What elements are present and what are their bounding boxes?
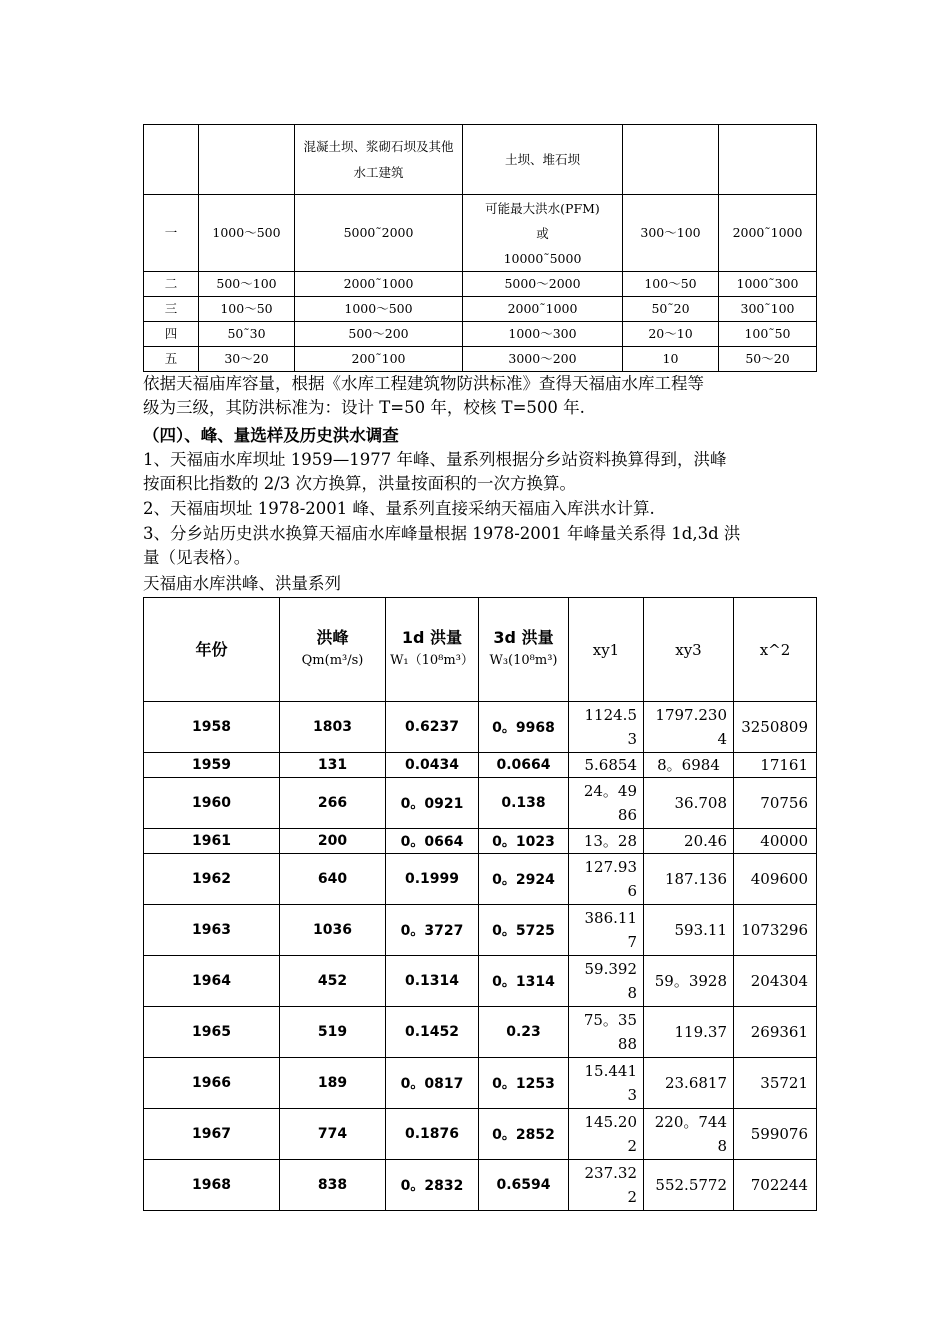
header-w3-unit: W₃(10⁸m³) xyxy=(489,653,558,668)
xy3-cell: 1797.2304 xyxy=(644,702,734,753)
x2-cell: 40000 xyxy=(734,829,817,854)
x2-cell: 599076 xyxy=(734,1109,817,1160)
xy1-cell: 59.3928 xyxy=(569,956,644,1007)
w1-cell: 0.1999 xyxy=(386,854,479,905)
table-cell: 100～50 xyxy=(199,297,295,322)
table-cell: 5000～2000 xyxy=(463,272,623,297)
table-row xyxy=(144,854,817,905)
table-row xyxy=(144,1160,817,1211)
w3-cell: 0。1023 xyxy=(479,829,569,854)
xy1-cell: 127.936 xyxy=(569,854,644,905)
xy1-cell: 237.322 xyxy=(569,1160,644,1211)
year-cell: 1964 xyxy=(144,956,280,1007)
peak-cell: 266 xyxy=(280,778,386,829)
year-cell: 1961 xyxy=(144,829,280,854)
xy3-cell: 23.6817 xyxy=(644,1058,734,1109)
header-cell xyxy=(623,125,719,195)
header-peak xyxy=(280,598,386,702)
paragraph-item-3 xyxy=(143,522,823,570)
text-line: 3、分乡站历史洪水换算天福庙水库峰量根据 1978-2001 年峰量关系得 1d,3d 洪 xyxy=(143,524,741,543)
pfm-line: 或 xyxy=(536,225,549,241)
table-cell: 2000˜1000 xyxy=(463,297,623,322)
w1-cell: 0。3727 xyxy=(386,905,479,956)
peak-cell: 200 xyxy=(280,829,386,854)
header-xy1: xy1 xyxy=(569,598,644,702)
xy3-cell: 593.11 xyxy=(644,905,734,956)
w3-cell: 0。2924 xyxy=(479,854,569,905)
x2-cell: 3250809 xyxy=(734,702,817,753)
header-w1-label: 1d 洪量 xyxy=(401,628,463,647)
table-cell: 1000～500 xyxy=(199,195,295,272)
table-row xyxy=(144,956,817,1007)
peak-cell: 189 xyxy=(280,1058,386,1109)
table-caption: 天福庙水库洪峰、洪量系列 xyxy=(143,574,341,593)
table-cell: 50˜30 xyxy=(199,322,295,347)
text-line: 按面积比指数的 2/3 次方换算，洪量按面积的一次方换算。 xyxy=(143,474,577,493)
x2-cell: 1073296 xyxy=(734,905,817,956)
table-cell: 100˜50 xyxy=(719,322,817,347)
table-row xyxy=(144,1007,817,1058)
xy1-cell: 1124.53 xyxy=(569,702,644,753)
header-peak-label: 洪峰 xyxy=(316,628,349,647)
xy3-cell: 20.46 xyxy=(644,829,734,854)
table-row xyxy=(144,297,817,322)
table-cell: 500～200 xyxy=(295,322,463,347)
peak-cell: 131 xyxy=(280,753,386,778)
header-cell xyxy=(199,125,295,195)
pfm-cell xyxy=(463,195,623,272)
pfm-line: 10000˜5000 xyxy=(503,250,582,266)
xy3-cell: 59。3928 xyxy=(644,956,734,1007)
w3-cell: 0。1314 xyxy=(479,956,569,1007)
w3-cell: 0.0664 xyxy=(479,753,569,778)
w1-cell: 0。0664 xyxy=(386,829,479,854)
pfm-line: 可能最大洪水(PFM) xyxy=(485,200,600,216)
xy1-cell: 75。3588 xyxy=(569,1007,644,1058)
w3-cell: 0。9968 xyxy=(479,702,569,753)
w1-cell: 0。0921 xyxy=(386,778,479,829)
xy3-cell: 36.708 xyxy=(644,778,734,829)
text-line: 依据天福庙库容量，根据《水库工程建筑物防洪标准》查得天福庙水库工程等 xyxy=(143,374,704,393)
header-cell xyxy=(719,125,817,195)
x2-cell: 70756 xyxy=(734,778,817,829)
year-cell: 1968 xyxy=(144,1160,280,1211)
w1-cell: 0.6237 xyxy=(386,702,479,753)
paragraph-item-1 xyxy=(143,448,823,496)
text-line: 1、天福庙水库坝址 1959—1977 年峰、量系列根据分乡站资料换算得到，洪峰 xyxy=(143,450,727,469)
w1-cell: 0.1452 xyxy=(386,1007,479,1058)
header-year: 年份 xyxy=(144,598,280,702)
xy1-cell: 5.6854 xyxy=(569,753,644,778)
header-w1 xyxy=(386,598,479,702)
table-row xyxy=(144,753,817,778)
table-cell: 10 xyxy=(623,347,719,372)
year-cell: 1965 xyxy=(144,1007,280,1058)
table-cell: 1000～500 xyxy=(295,297,463,322)
table-cell: 5000˜2000 xyxy=(295,195,463,272)
header-cell-concrete-dam: 混凝土坝、浆砌石坝及其他水工建筑 xyxy=(295,125,463,195)
paragraph-flood-standard xyxy=(143,372,823,420)
section-title: （四）、峰、量选样及历史洪水调查 xyxy=(143,426,399,445)
table-cell: 300˜100 xyxy=(719,297,817,322)
table-cell: 300～100 xyxy=(623,195,719,272)
table-row xyxy=(144,322,817,347)
w1-cell: 0.0434 xyxy=(386,753,479,778)
grade-cell: 五 xyxy=(144,347,199,372)
table-header-row xyxy=(144,598,817,702)
grade-cell: 三 xyxy=(144,297,199,322)
text-line: 级为三级，其防洪标准为：设计 T=50 年，校核 T=500 年. xyxy=(143,398,585,417)
year-cell: 1960 xyxy=(144,778,280,829)
peak-cell: 1036 xyxy=(280,905,386,956)
w1-cell: 0.1876 xyxy=(386,1109,479,1160)
header-cell xyxy=(144,125,199,195)
table-cell: 2000˜1000 xyxy=(295,272,463,297)
header-w3-label: 3d 洪量 xyxy=(493,628,554,647)
table-row xyxy=(144,829,817,854)
year-cell: 1958 xyxy=(144,702,280,753)
w1-cell: 0.1314 xyxy=(386,956,479,1007)
w3-cell: 0。2852 xyxy=(479,1109,569,1160)
flood-standard-table xyxy=(143,124,817,372)
x2-cell: 17161 xyxy=(734,753,817,778)
year-cell: 1967 xyxy=(144,1109,280,1160)
header-xy3: xy3 xyxy=(644,598,734,702)
peak-cell: 452 xyxy=(280,956,386,1007)
text-line: 量（见表格）。 xyxy=(143,548,251,567)
flood-series-table xyxy=(143,597,817,1211)
xy3-cell: 552.5772 xyxy=(644,1160,734,1211)
xy1-cell: 24。4986 xyxy=(569,778,644,829)
w3-cell: 0.138 xyxy=(479,778,569,829)
table-row xyxy=(144,905,817,956)
year-cell: 1963 xyxy=(144,905,280,956)
header-x2: x^2 xyxy=(734,598,817,702)
table-header-row xyxy=(144,125,817,195)
grade-cell: 四 xyxy=(144,322,199,347)
table-cell: 20～10 xyxy=(623,322,719,347)
x2-cell: 702244 xyxy=(734,1160,817,1211)
xy1-cell: 15.4413 xyxy=(569,1058,644,1109)
table-cell: 30～20 xyxy=(199,347,295,372)
flood-table-body xyxy=(144,702,817,1211)
year-cell: 1962 xyxy=(144,854,280,905)
x2-cell: 204304 xyxy=(734,956,817,1007)
paragraph-item-2: 2、天福庙坝址 1978-2001 峰、量系列直接采纳天福庙入库洪水计算. xyxy=(143,499,655,518)
w3-cell: 0.6594 xyxy=(479,1160,569,1211)
w3-cell: 0.23 xyxy=(479,1007,569,1058)
table-row xyxy=(144,1109,817,1160)
table-cell: 50˜20 xyxy=(623,297,719,322)
xy3-cell: 220。7448 xyxy=(644,1109,734,1160)
xy1-cell: 145.202 xyxy=(569,1109,644,1160)
table-row xyxy=(144,347,817,372)
header-w1-unit: W₁（10⁸m³） xyxy=(390,653,474,668)
w3-cell: 0。1253 xyxy=(479,1058,569,1109)
header-peak-unit: Qm(m³/s) xyxy=(301,653,364,668)
peak-cell: 774 xyxy=(280,1109,386,1160)
peak-cell: 640 xyxy=(280,854,386,905)
table-cell: 50～20 xyxy=(719,347,817,372)
year-cell: 1959 xyxy=(144,753,280,778)
table-cell: 2000˜1000 xyxy=(719,195,817,272)
grade-cell: 一 xyxy=(144,195,199,272)
table-row xyxy=(144,195,817,272)
table-cell: 500～100 xyxy=(199,272,295,297)
x2-cell: 269361 xyxy=(734,1007,817,1058)
table-row xyxy=(144,702,817,753)
table-row xyxy=(144,272,817,297)
peak-cell: 838 xyxy=(280,1160,386,1211)
table-cell: 200˜100 xyxy=(295,347,463,372)
header-w3 xyxy=(479,598,569,702)
table-row xyxy=(144,778,817,829)
table-cell: 100～50 xyxy=(623,272,719,297)
x2-cell: 409600 xyxy=(734,854,817,905)
xy3-cell: 8。6984 xyxy=(644,753,734,778)
w3-cell: 0。5725 xyxy=(479,905,569,956)
grade-cell: 二 xyxy=(144,272,199,297)
table-cell: 1000～300 xyxy=(463,322,623,347)
x2-cell: 35721 xyxy=(734,1058,817,1109)
peak-cell: 519 xyxy=(280,1007,386,1058)
year-cell: 1966 xyxy=(144,1058,280,1109)
xy1-cell: 386.117 xyxy=(569,905,644,956)
table-row xyxy=(144,1058,817,1109)
peak-cell: 1803 xyxy=(280,702,386,753)
table-cell: 1000˜300 xyxy=(719,272,817,297)
xy3-cell: 187.136 xyxy=(644,854,734,905)
w1-cell: 0。2832 xyxy=(386,1160,479,1211)
xy1-cell: 13。28 xyxy=(569,829,644,854)
table-cell: 3000～200 xyxy=(463,347,623,372)
w1-cell: 0。0817 xyxy=(386,1058,479,1109)
header-cell-earth-dam: 土坝、堆石坝 xyxy=(463,125,623,195)
xy3-cell: 119.37 xyxy=(644,1007,734,1058)
